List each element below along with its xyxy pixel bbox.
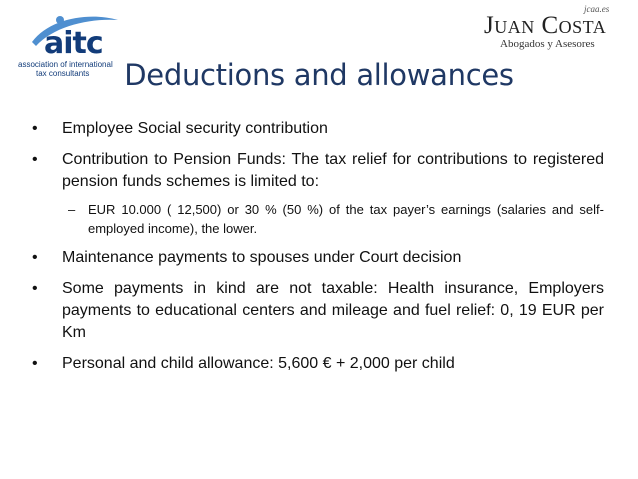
slide-content [32,118,604,384]
bullet-icon: • [32,249,38,266]
bullet-icon: • [32,151,38,168]
aitc-wordmark: aitc [44,26,103,61]
sub-bullet-text: EUR 10.000 ( 12,500) or 30 % (50 %) of the tax payer’s earnings (salaries and self-employed income), the lower. [88,202,604,236]
bullet-text: Some payments in kind are not taxable: Health insurance, Employers payments to educational centers and mileage and fuel relief: 0, 19 EUR per Km [62,280,604,341]
bullet-icon: • [32,280,38,297]
bullet-item [32,353,604,375]
juan-costa-name: Juan Costa [484,12,607,39]
juan-costa-logo [478,4,628,52]
bullet-text: Contribution to Pension Funds: The tax relief for contributions to registered pension funds schemes is limited to: [62,151,604,190]
bullet-text: Personal and child allowance: 5,600 € + 2,000 per child [62,355,455,372]
bullet-item [32,118,604,140]
bullet-icon: • [32,355,38,372]
aitc-tagline-line2: tax consultants [36,69,90,78]
juan-costa-subtitle: Abogados y Asesores [500,38,595,50]
bullet-text: Employee Social security contribution [62,120,328,137]
bullet-item [32,247,604,269]
juan-costa-website: jcaa.es [584,4,610,14]
bullet-text: Maintenance payments to spouses under Court decision [62,249,462,266]
bullet-icon: • [32,120,38,137]
sub-bullet-item [32,200,604,238]
aitc-tagline-line1: association of international [18,60,113,69]
dash-icon: – [68,202,76,217]
bullet-item [32,149,604,193]
slide-title: Deductions and allowances [124,58,514,92]
bullet-item [32,278,604,344]
